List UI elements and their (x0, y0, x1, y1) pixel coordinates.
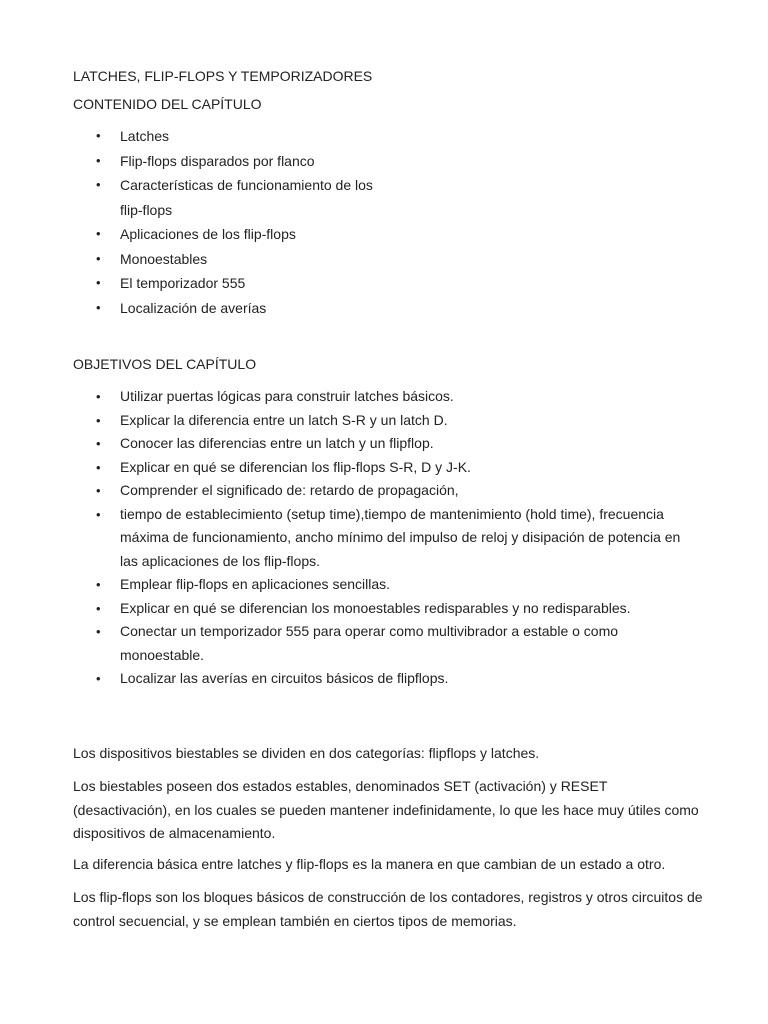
bullet-icon: • (96, 250, 101, 266)
list-item (0, 432, 695, 456)
list-item-text: Flip-flops disparados por flanco (120, 152, 315, 169)
bullet-icon: • (96, 389, 101, 404)
list-item-text: Utilizar puertas lógicas para construir latches básicos. (120, 388, 454, 404)
contents-heading: CONTENIDO DEL CAPÍTULO (73, 96, 262, 112)
list-item (0, 667, 695, 691)
list-item (0, 597, 695, 621)
contents-list (0, 124, 382, 320)
list-item (0, 247, 382, 272)
bullet-icon: • (96, 671, 101, 686)
bullet-icon: • (96, 436, 101, 451)
list-item-text: Comprender el significado de: retardo de propagación, (120, 482, 459, 498)
list-item-text: Monoestables (120, 250, 208, 267)
list-item (0, 620, 695, 667)
bullet-icon: • (96, 226, 101, 241)
list-item (0, 456, 695, 480)
document-title: LATCHES, FLIP-FLOPS Y TEMPORIZADORES (73, 68, 373, 84)
list-item-text: Aplicaciones de los flip-flops (120, 226, 296, 242)
list-item-text: El temporizador 555 (120, 275, 246, 291)
bullet-icon: • (96, 412, 101, 428)
list-item-text: Explicar en qué se diferencian los flip-flops S-R, D y J-K. (120, 458, 471, 475)
list-item-text: tiempo de establecimiento (setup time),tiempo de mantenimiento (hold time), frecuencia máxima de funcionamiento, ancho mínimo del impulso de reloj y disipación de potencia en las aplicaciones de los flip-flops. (120, 505, 681, 569)
objectives-heading: OBJETIVOS DEL CAPÍTULO (73, 356, 257, 372)
list-item (0, 296, 382, 321)
list-item-text: Explicar la diferencia entre un latch S-R y un latch D. (120, 411, 448, 428)
bullet-icon: • (96, 577, 101, 592)
list-item (0, 222, 382, 247)
bullet-icon: • (96, 128, 101, 143)
list-item (0, 385, 695, 409)
list-item (0, 479, 695, 503)
body-paragraph: La diferencia básica entre latches y flip-flops es la manera en que cambian de un estado a otro. (73, 856, 666, 872)
list-item (0, 149, 382, 174)
list-item (0, 173, 382, 222)
body-paragraph: Los biestables poseen dos estados estables, denominados SET (activación) y RESET (desactivación), en los cuales se pueden mantener indefinidamente, lo que les hace muy útiles como dispositivos de almacenamiento. (73, 778, 699, 841)
body-paragraph: Los dispositivos biestables se dividen en dos categorías: flipflops y latches. (73, 745, 540, 761)
list-item (0, 409, 695, 433)
objectives-list (0, 385, 695, 691)
list-item (0, 573, 695, 597)
bullet-icon: • (96, 152, 101, 168)
list-item (0, 271, 382, 296)
bullet-icon: • (96, 624, 101, 639)
list-item-text: Características de funcionamiento de los flip-flops (120, 177, 373, 218)
bullet-icon: • (96, 275, 101, 290)
body-paragraph: Los flip-flops son los bloques básicos de construcción de los contadores, registros y otros circuitos de control secuencial, y se emplean también en ciertos tipos de memorias. (73, 889, 703, 929)
bullet-icon: • (96, 459, 101, 475)
bullet-icon: • (96, 299, 101, 315)
list-item-text: Latches (120, 128, 170, 144)
list-item-text: Localizar las averías en circuitos básicos de flipflops. (120, 670, 449, 686)
list-item (0, 503, 695, 574)
list-item-text: Conectar un temporizador 555 para operar como multivibrador a estable o como monoestable. (120, 623, 619, 663)
bullet-icon: • (96, 483, 101, 498)
list-item-text: Explicar en qué se diferencian los monoestables redisparables y no redisparables. (120, 599, 631, 616)
list-item-text: Emplear flip-flops en aplicaciones sencillas. (120, 576, 391, 592)
list-item (0, 124, 382, 149)
list-item-text: Conocer las diferencias entre un latch y un flipflop. (120, 435, 434, 451)
list-item-text: Localización de averías (120, 299, 267, 316)
bullet-icon: • (96, 600, 101, 616)
bullet-icon: • (96, 177, 101, 192)
bullet-icon: • (96, 506, 101, 522)
